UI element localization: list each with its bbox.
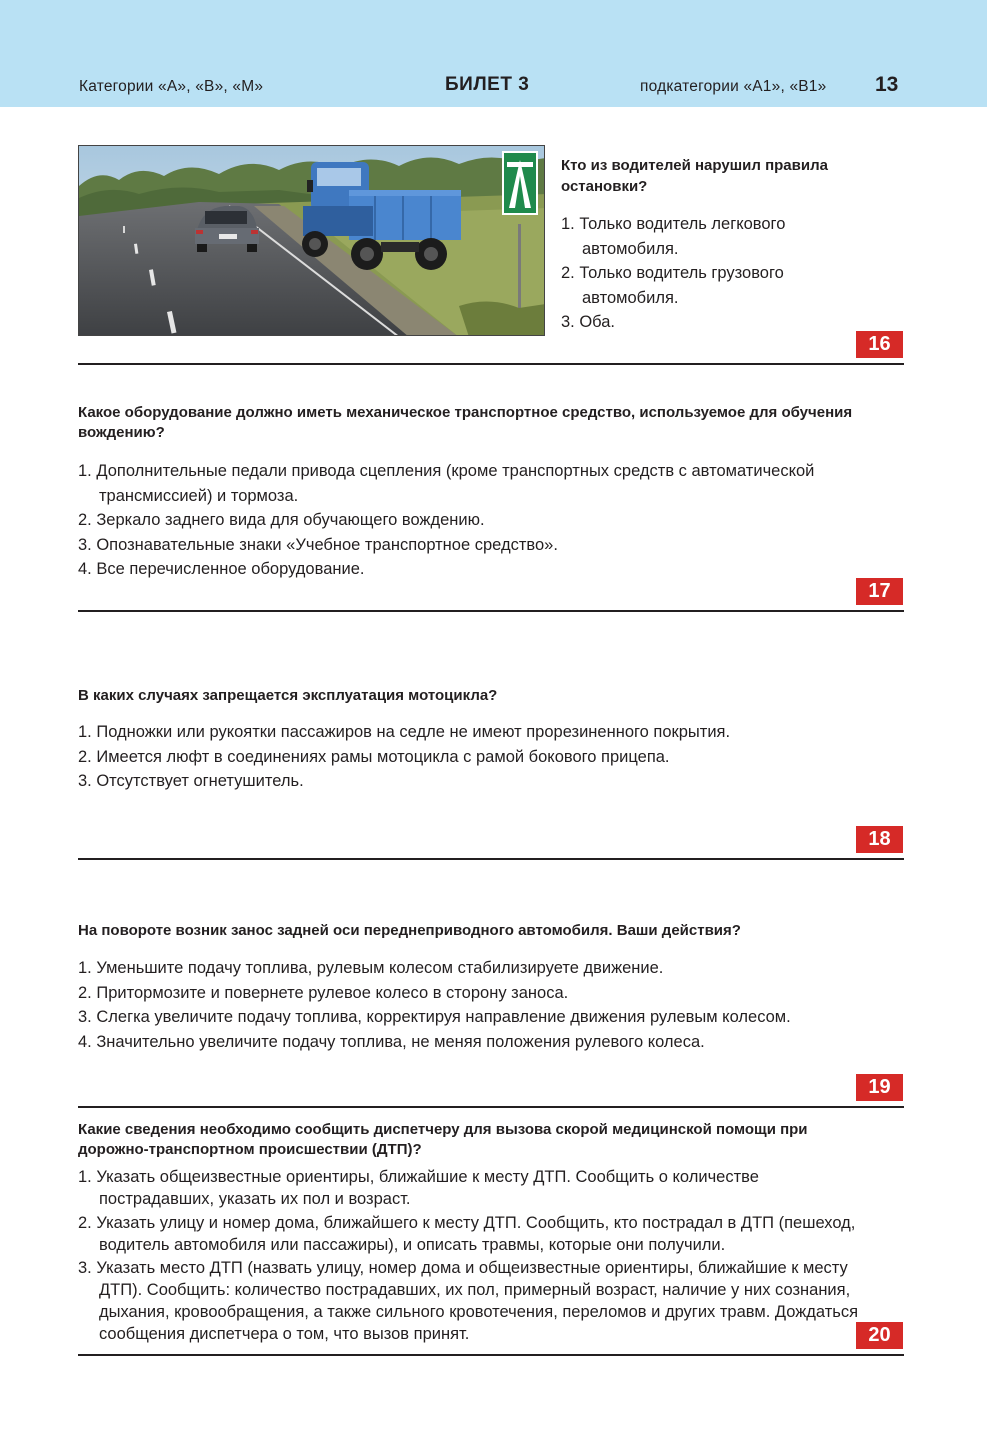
section-divider [78,858,904,860]
question-number-badge: 18 [856,826,903,853]
answer-option[interactable]: 2. Только водитель грузового автомобиля. [561,264,784,307]
question-18-answers [78,720,908,794]
answer-option[interactable]: 4. Значительно увеличите подачу топлива, не меняя положения рулевого колеса. [78,1032,705,1051]
question-number-badge: 20 [856,1322,903,1349]
question-19-title: На повороте возник занос задней оси переднеприводного автомобиля. Ваши действия? [78,922,741,939]
section-divider [78,363,904,365]
page-number: 13 [875,73,899,96]
question-19-answers [78,956,908,1054]
section-divider [78,1106,904,1108]
question-number-badge: 17 [856,578,903,605]
section-divider [78,610,904,612]
answer-option[interactable]: 1. Дополнительные педали привода сцепления (кроме транспортных средств с автоматической трансмиссией) и тормоза. [78,462,815,505]
answer-option[interactable]: 3. Оба. [561,313,616,331]
question-16-answers [561,212,851,335]
question-20-answers [78,1166,868,1347]
question-18-title: В каких случаях запрещается эксплуатация мотоцикла? [78,687,498,704]
answer-option[interactable]: 1. Подножки или рукоятки пассажиров на седле не имеют прорезиненного покрытия. [78,723,731,741]
answer-option[interactable]: 2. Зеркало заднего вида для обучающего вождению. [78,511,485,529]
question-17-title: Какое оборудование должно иметь механическое транспортное средство, используемое для обучения вождению? [78,404,853,441]
answer-option[interactable]: 3. Отсутствует огнетушитель. [78,772,304,790]
question-16-title: Кто из водителей нарушил правила остановки? [561,157,828,195]
header-categories: Категории «А», «В», «М» [79,78,264,95]
answer-option[interactable]: 4. Все перечисленное оборудование. [78,560,365,578]
answer-option[interactable]: 2. Указать улицу и номер дома, ближайшего к месту ДТП. Сообщить, кто пострадал в ДТП (пешеход, водитель автомобиля или пассажиры), и описать травмы, которые они получили. [78,1213,856,1254]
answer-option[interactable]: 2. Притормозите и повернете рулевое колесо в сторону заноса. [78,983,569,1002]
answer-option[interactable]: 1. Уменьшите подачу топлива, рулевым колесом стабилизируете движение. [78,959,664,977]
question-number-badge: 16 [856,331,903,358]
answer-option[interactable]: 3. Указать место ДТП (назвать улицу, номер дома и общеизвестные ориентиры, ближайшие к месту ДТП). Сообщить: количество пострадавших, их пол, примерный возраст, наличие у них сознания, дыхания, кровообращения, а также сильного кровотечения, переломов и других травм. Дождаться сообщения диспетчера о том, что вызов принят. [78,1259,859,1343]
answer-option[interactable]: 3. Слегка увеличите подачу топлива, корректируя направление движения рулевым колесом. [78,1008,791,1026]
road-scene-illustration [78,145,545,336]
answer-option[interactable]: 3. Опознавательные знаки «Учебное транспортное средство». [78,535,558,554]
answer-option[interactable]: 1. Только водитель легкового автомобиля. [561,215,786,258]
page-header [0,0,987,107]
question-20-title: Какие сведения необходимо сообщить диспетчеру для вызова скорой медицинской помощи при дорожно-транспортном происшествии (ДТП)? [78,1121,808,1158]
section-divider [78,1354,904,1356]
answer-option[interactable]: 1. Указать общеизвестные ориентиры, ближайшие к месту ДТП. Сообщить о количестве пострадавших, указать их пол и возраст. [78,1168,759,1208]
ticket-title: БИЛЕТ 3 [445,74,530,95]
answer-option[interactable]: 2. Имеется люфт в соединениях рамы мотоцикла с рамой бокового прицепа. [78,747,670,766]
header-subcategories: подкатегории «А1», «В1» [640,78,827,95]
question-17-answers [78,459,908,582]
question-number-badge: 19 [856,1074,903,1101]
